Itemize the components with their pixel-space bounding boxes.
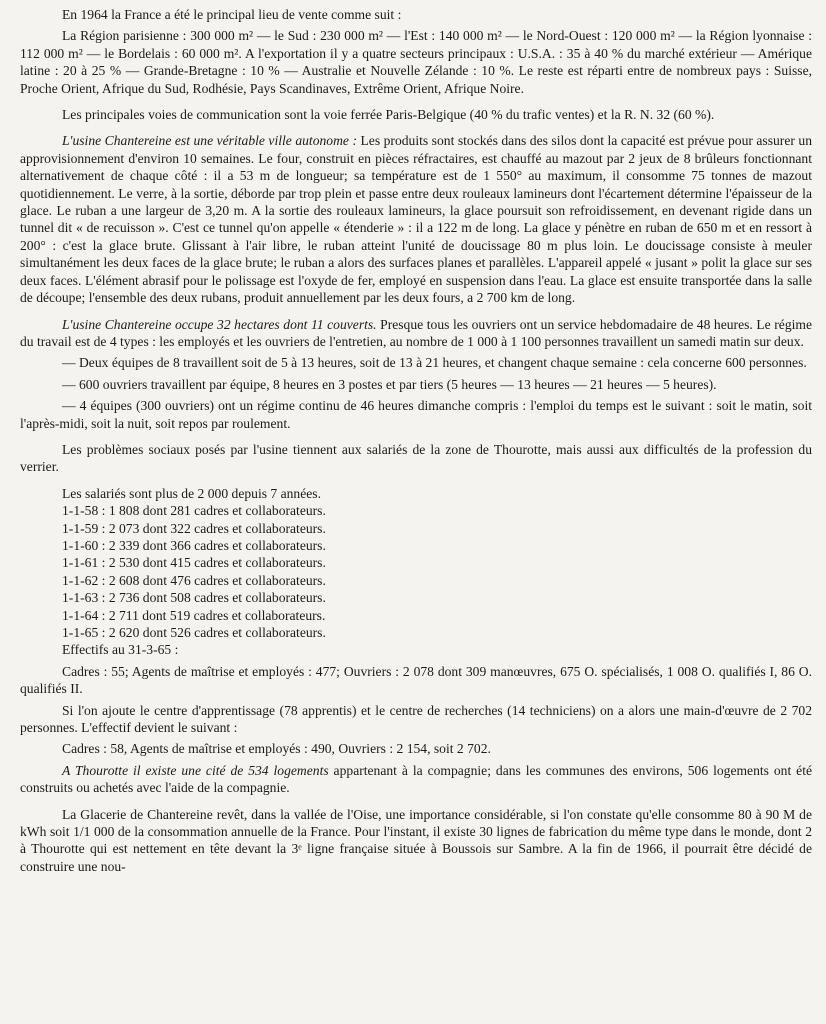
- staff-list: [20, 502, 812, 641]
- paragraph-staff-intro: Les salariés sont plus de 2 000 depuis 7 années.: [62, 485, 321, 501]
- list-item: 1-1-65 : 2 620 dont 526 cadres et collaborateurs.: [62, 625, 326, 640]
- paragraph-sales-regions: La Région parisienne : 300 000 m² — le Sud : 230 000 m² — l'Est : 140 000 m² — le Nord-Ouest : 120 000 m² — la Région lyonnaise : 112 000 m² — le Bordelais : 60 000 m². A l'exportation il y a quatre secteurs principaux : U.S.A. : 35 à 40 % du marché extérieur — Amérique latine : 20 à 25 % — Grande-Bretagne : 10 % — Australie et Nouvelle Zélande : 10 %. Le reste est réparti entre de nombreux pays : Suisse, Proche Orient, Afrique du Sud, Rodhésie, Pays Scandinaves, Extrême Orient, Afrique Noire.: [20, 28, 812, 96]
- paragraph-team-continuous: — 4 équipes (300 ouvriers) ont un régime continu de 46 heures dimanche compris : l'emploi du temps est le suivant : soit le matin, soit l'après-midi, soit la nuit, soit repos par roulement.: [20, 398, 812, 431]
- paragraph-effectifs-date: Effectifs au 31-3-65 :: [62, 642, 179, 658]
- paragraph-new-effectif: Cadres : 58, Agents de maîtrise et employés : 490, Ouvriers : 2 154, soit 2 702.: [62, 741, 491, 757]
- paragraph-team-three-shifts: — 600 ouvriers travaillent par équipe, 8 heures en 3 postes et par tiers (5 heures — 13 heures — 21 heures — 5 heures).: [62, 376, 717, 392]
- area-lead-italic: L'usine Chantereine occupe 32 hectares dont 11 couverts.: [62, 316, 377, 332]
- area-description: Presque tous les ouvriers ont un service hebdomadaire de 48 heures. Le régime du travail est de 4 types : les employés et les ouvriers de l'entretien, au nombre de 1 000 à 1 100 personnes travaillent un samedi matin sur deux.: [20, 316, 812, 349]
- list-item: 1-1-58 : 1 808 dont 281 cadres et collaborateurs.: [62, 503, 326, 519]
- paragraph-team-two: — Deux équipes de 8 travaillent soit de 5 à 13 heures, soit de 13 à 21 heures, et changent chaque semaine : cela concerne 600 personnes.: [62, 355, 807, 371]
- housing-description: appartenant à la compagnie; dans les communes des environs, 506 logements ont été construits ou achetés avec l'aide de la compagnie.: [20, 762, 812, 796]
- paragraph-glacerie-importance: La Glacerie de Chantereine revêt, dans la vallée de l'Oise, une importance considérable, si l'on constate qu'elle consomme 80 à 90 M de kWh soit 1/1 000 de la consommation annuelle de la France. Pour l'instant, il existe 30 lignes de fabrication du même type dans le monde, dont 2 à Thourotte qui est nettement en tête devant la 3ᵉ ligne française située à Boussois sur Sambre. A la fin de 1966, il pourrait être décidé de construire une nou-: [20, 806, 812, 874]
- paragraph-factory-autonomous: [20, 132, 812, 306]
- list-item: 1-1-64 : 2 711 dont 519 cadres et collaborateurs.: [62, 607, 326, 623]
- paragraph-social-problems: Les problèmes sociaux posés par l'usine tiennent aux salariés de la zone de Thourotte, mais aussi aux difficultés de la profession du verrier.: [20, 441, 812, 475]
- paragraph-effectifs-breakdown: Cadres : 55; Agents de maîtrise et employés : 477; Ouvriers : 2 078 dont 309 manœuvres, 675 O. spécialisés, 1 008 O. qualifiés I, 86 O. qualifiés II.: [20, 663, 812, 697]
- list-item: 1-1-62 : 2 608 dont 476 cadres et collaborateurs.: [62, 572, 326, 588]
- list-item: 1-1-59 : 2 073 dont 322 cadres et collaborateurs.: [62, 520, 326, 536]
- paragraph-housing: [20, 762, 812, 797]
- paragraph-apprentices: Si l'on ajoute le centre d'apprentissage (78 apprentis) et le centre de recherches (14 techniciens) on a alors une main-d'œuvre de 2 702 personnes. L'effectif devient le suivant :: [20, 702, 812, 736]
- paragraph-factory-area: [20, 316, 812, 351]
- list-item: 1-1-63 : 2 736 dont 508 cadres et collaborateurs.: [62, 590, 326, 606]
- paragraph-intro: En 1964 la France a été le principal lieu de vente comme suit :: [62, 7, 402, 22]
- paragraph-transport: Les principales voies de communication sont la voie ferrée Paris-Belgique (40 % du trafic ventes) et la R. N. 32 (60 %).: [62, 107, 715, 123]
- factory-lead-italic: L'usine Chantereine est une véritable ville autonome :: [62, 133, 357, 149]
- list-item: 1-1-61 : 2 530 dont 415 cadres et collaborateurs.: [62, 555, 326, 571]
- factory-description: Les produits sont stockés dans des silos dont la capacité est prévue pour assurer un approvisionnement d'environ 10 semaines. Le four, construit en pièces réfractaires, est chauffé au mazout par 2 jeux de 8 brûleurs fonctionnant alternativement de chaque côté : il a 53 m de longueur; sa température est de 1 550° au maximum, il consomme 75 tonnes de mazout quotidiennement. Le verre, à la sortie, déborde par trop plein et passe entre deux rouleaux lamineurs dont l'écartement détermine l'épaisseur de la glace. Le ruban a une largeur de 3,20 m. A la sortie des rouleaux lamineurs, la glace poursuit son refroidissement, en devenant rigide dans un tunnel dit « de recuisson ». C'est ce tunnel qu'on appelle « étenderie » : il a 122 m de long. La glace y pénètre en ruban de 650 m et en ressort à 200° : c'est la glace brute. Glissant à l'air libre, le ruban atteint l'unité de doucissage 80 m plus loin. Le doucissage consiste à meuler simultanément les deux faces de la glace brute; le ruban a alors des surfaces planes et parallèles. L'appareil appelé « jusant » polit la glace sur ses deux faces. L'élément abrasif pour le polissage est l'oxyde de fer, employé en suspension dans l'eau. La glace est ensuite transportée dans la salle de découpe; l'ensemble des deux rubans, produit annuellement par les deux fours, a 2 700 km de long.: [20, 133, 812, 306]
- list-item: 1-1-60 : 2 339 dont 366 cadres et collaborateurs.: [62, 537, 326, 553]
- housing-lead-italic: A Thourotte il existe une cité de 534 logements: [62, 762, 329, 778]
